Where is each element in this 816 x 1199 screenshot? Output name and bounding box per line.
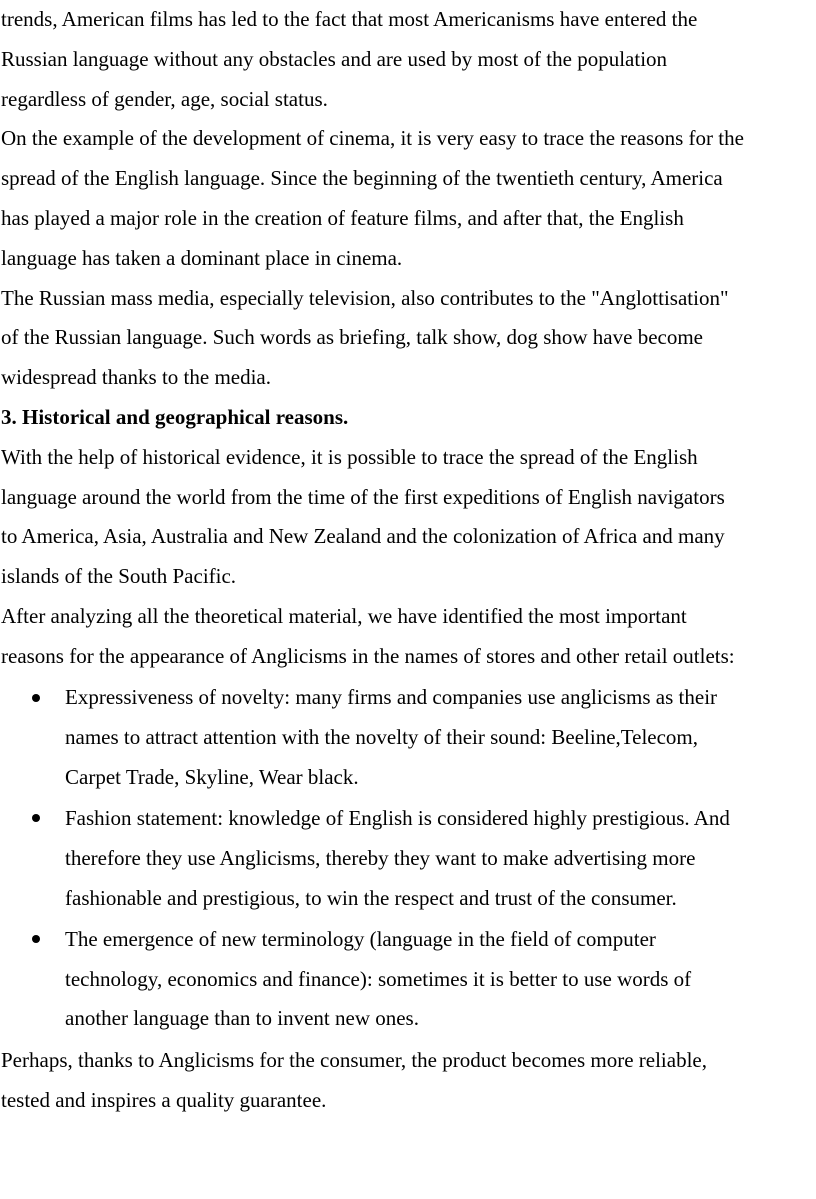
- text-line: fashionable and prestigious, to win the respect and trust of the consumer.: [65, 885, 677, 910]
- text-line: reasons for the appearance of Anglicisms in the names of stores and other retail outlets:: [1, 643, 735, 668]
- text-line: Fashion statement: knowledge of English is considered highly prestigious. And: [65, 805, 730, 830]
- paragraph-cinema: [1, 119, 816, 278]
- text-line: language around the world from the time of the first expeditions of English navigators: [1, 484, 725, 509]
- paragraph-analysis: [1, 597, 816, 677]
- list-item: [1, 920, 816, 1039]
- paragraph-closing: [1, 1041, 816, 1121]
- paragraph-mass-media: [1, 279, 816, 398]
- bullet-icon: [32, 814, 40, 822]
- text-line: The emergence of new terminology (language in the field of computer: [65, 926, 656, 951]
- text-line: language has taken a dominant place in cinema.: [1, 245, 403, 270]
- text-line: to America, Asia, Australia and New Zealand and the colonization of Africa and many: [1, 524, 725, 549]
- text-line: widespread thanks to the media.: [1, 365, 272, 390]
- section-heading-text: 3. Historical and geographical reasons.: [1, 404, 349, 429]
- section-heading: [1, 398, 816, 438]
- text-line: of the Russian language. Such words as briefing, talk show, dog show have become: [1, 325, 703, 350]
- text-line: Russian language without any obstacles and are used by most of the population: [1, 46, 668, 71]
- reasons-bullet-list: [1, 678, 816, 1039]
- text-line: islands of the South Pacific.: [1, 564, 237, 589]
- bullet-icon: [32, 935, 40, 943]
- paragraph-american-films: [1, 0, 816, 119]
- text-line: Expressiveness of novelty: many firms and companies use anglicisms as their: [65, 685, 718, 710]
- text-line: technology, economics and finance): sometimes it is better to use words of: [65, 966, 692, 991]
- text-line: has played a major role in the creation of feature films, and after that, the English: [1, 205, 684, 230]
- text-line: regardless of gender, age, social status.: [1, 86, 328, 111]
- text-line: Carpet Trade, Skyline, Wear black.: [65, 764, 359, 789]
- bullet-icon: [32, 694, 40, 702]
- list-item: [1, 799, 816, 918]
- text-line: tested and inspires a quality guarantee.: [1, 1087, 327, 1112]
- paragraph-historical-evidence: [1, 438, 816, 597]
- text-line: therefore they use Anglicisms, thereby they want to make advertising more: [65, 845, 696, 870]
- text-line: With the help of historical evidence, it is possible to trace the spread of the English: [1, 444, 698, 469]
- text-line: names to attract attention with the novelty of their sound: Beeline,Telecom,: [65, 724, 699, 749]
- text-line: trends, American films has led to the fact that most Americanisms have entered the: [1, 7, 698, 31]
- text-line: spread of the English language. Since the beginning of the twentieth century, America: [1, 166, 723, 191]
- text-line: On the example of the development of cinema, it is very easy to trace the reasons for the: [1, 126, 744, 151]
- text-line: After analyzing all the theoretical material, we have identified the most important: [1, 603, 687, 628]
- text-line: Perhaps, thanks to Anglicisms for the consumer, the product becomes more reliable,: [1, 1047, 707, 1072]
- text-line: another language than to invent new ones.: [65, 1006, 419, 1031]
- list-item: [1, 678, 816, 797]
- text-line: The Russian mass media, especially television, also contributes to the "Anglottisation": [1, 285, 729, 310]
